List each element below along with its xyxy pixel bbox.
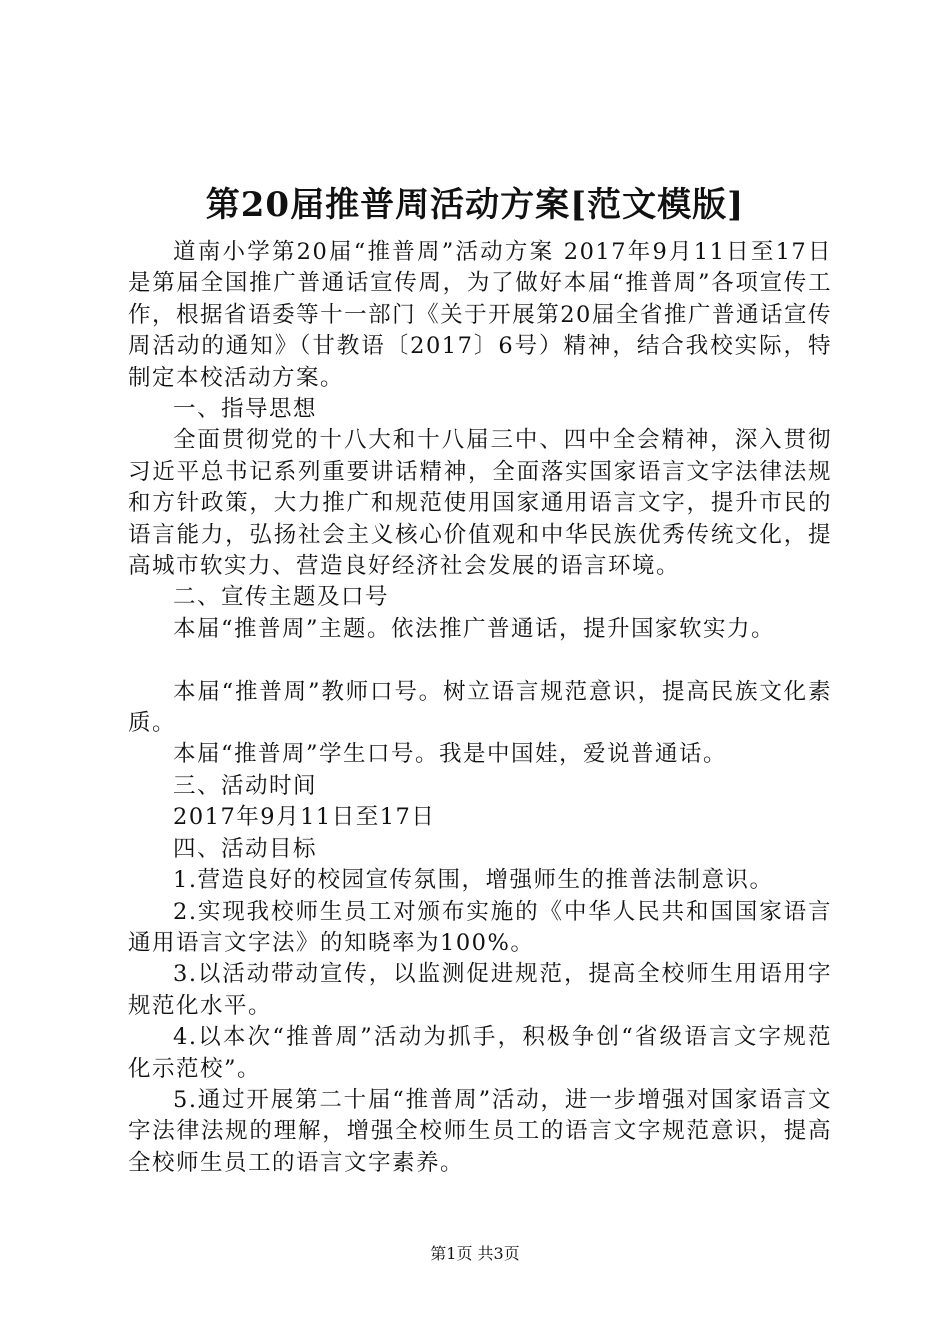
paragraph-student-slogan: 本届“推普周”学生口号。我是中国娃，爱说普通话。 [173,741,728,768]
document-body [128,237,832,1179]
paragraph-theme: 本届“推普周”主题。依法推广普通话，提升国家软实力。 [173,615,776,642]
list-item-goal-4: 4.以本次“推普周”活动为抓手，积极争创“省级语言文字规范化示范校”。 [128,1024,832,1082]
heading-guiding-ideology: 一、指导思想 [173,396,318,423]
heading-theme-slogans: 二、宣传主题及口号 [173,584,390,611]
list-item-goal-3: 3.以活动带动宣传，以监测促进规范，提高全校师生用语用字规范化水平。 [128,961,832,1019]
list-item-goal-1: 1.营造良好的校园宣传氛围，增强师生的推普法制意识。 [173,867,774,894]
list-item-goal-5: 5.通过开展第二十届“推普周”活动，进一步增强对国家语言文字法律法规的理解，增强全校师生员工的语言文字规范意识，提高全校师生员工的语言文字素养。 [128,1086,832,1176]
document-title: 第20届推普周活动方案[范文模版] [205,185,745,225]
paragraph-teacher-slogan: 本届“推普周”教师口号。树立语言规范意识，提高民族文化素质。 [128,678,832,737]
paragraph-intro: 道南小学第20届“推普周”活动方案 2017年9月11日至17日是第届全国推广普通话宣传周，为了做好本届“推普周”各项宣传工作，根据省语委等十一部门《关于开展第20届全省推广普通话宣传周活动的通知》（甘教语〔2017〕6号）精神，结合我校实际，特制定本校活动方案。 [128,239,832,391]
heading-activity-time: 三、活动时间 [173,772,318,799]
paragraph-guiding-ideology: 全面贯彻党的十八大和十八届三中、四中全会精神，深入贯彻习近平总书记系列重要讲话精神，全面落实国家语言文字法律法规和方针政策，大力推广和规范使用国家通用语言文字，提升市民的语言能力，弘扬社会主义核心价值观和中华民族优秀传统文化，提高城市软实力、营造良好经济社会发展的语言环境。 [128,427,832,580]
list-item-goal-2: 2.实现我校师生员工对颁布实施的《中华人民共和国国家语言通用语言文字法》的知晓率为100%。 [128,898,832,956]
blank-line [128,645,832,676]
heading-activity-goals: 四、活动目标 [173,835,318,862]
page-footer: 第1页 共3页 [430,1244,520,1263]
paragraph-activity-time: 2017年9月11日至17日 [173,804,436,831]
